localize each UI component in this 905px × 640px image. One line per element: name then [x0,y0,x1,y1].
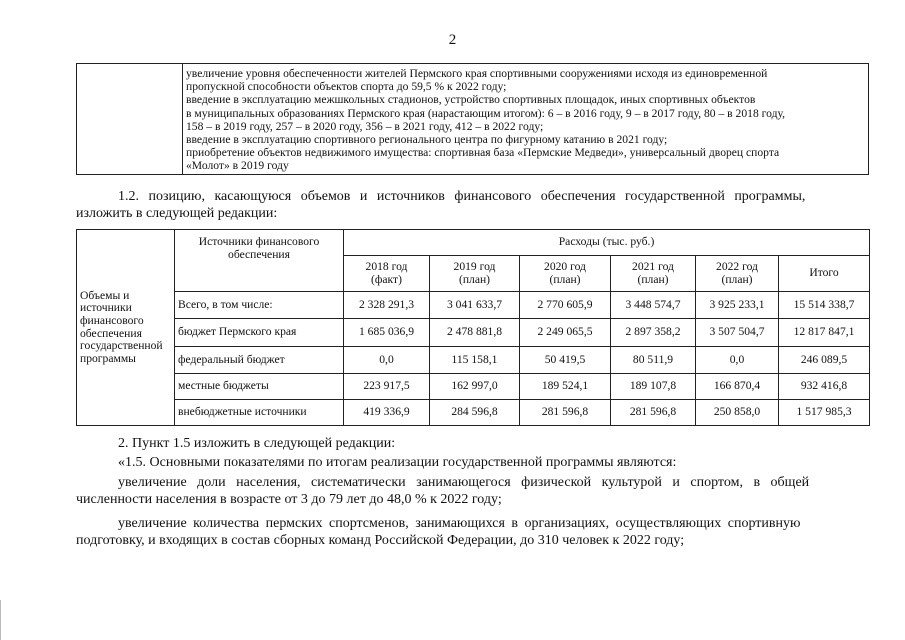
page-number: 2 [448,32,457,48]
source-label: Всего, в том числе: [175,292,344,319]
paragraph-2: 2. Пункт 1.5 изложить в следующей редакции: [118,436,396,451]
year-header-2021: 2021 год (план) [611,256,696,292]
value-cell: 166 870,4 [696,374,779,400]
targets-line: введение в эксплуатацию межшкольных стадионов, устройство спортивных площадок, иных спортивных объектов [186,93,756,107]
value-cell: 0,0 [696,347,779,374]
value-cell: 2 478 881,8 [430,319,520,347]
scan-edge-mark [0,600,1,640]
finance-row-header: Объемы и источники финансового обеспечения государственной программы [77,230,175,426]
indicator-2-line-2: подготовку, и входящих в состав сборных команд Российской Федерации, до 310 человек к 2022 году; [76,533,685,548]
value-cell: 3 925 233,1 [696,292,779,319]
targets-line: введение в эксплуатацию спортивного регионального центра по фигурному катанию в 2021 году; [186,133,668,147]
table-row [77,319,870,347]
value-cell: 50 419,5 [520,347,611,374]
indicator-1-line-2: численности населения в возрасте от 3 до 79 лет до 48,0 % к 2022 году; [76,492,502,507]
year-header-2019: 2019 год (план) [430,256,520,292]
value-cell: 2 770 605,9 [520,292,611,319]
targets-cell [183,64,869,175]
value-cell: 189 524,1 [520,374,611,400]
value-cell: 3 041 633,7 [430,292,520,319]
targets-line: «Молот» в 2019 году [186,159,289,173]
targets-line: в муниципальных образованиях Пермского края (нарастающим итогом): 6 – в 2016 году, 9 – в 2017 году, 80 – в 2018 году, [186,106,786,120]
value-cell: 15 514 338,7 [779,292,870,319]
year-header-2018: 2018 год (факт) [344,256,430,292]
program-targets-table [76,63,869,175]
value-cell: 115 158,1 [430,347,520,374]
indicator-1-line-1: увеличение доли населения, систематически занимающегося физической культурой и спортом, в общей [118,475,810,490]
targets-line: пропускной способности объектов спорта до 59,5 % к 2022 году; [186,80,507,94]
year-header-2022: 2022 год (план) [696,256,779,292]
targets-line: 158 – в 2019 году, 257 – в 2020 году, 356 – в 2021 году, 412 – в 2022 году; [186,119,544,133]
value-cell: 3 507 504,7 [696,319,779,347]
table-row [77,347,870,374]
value-cell: 1 517 985,3 [779,400,870,426]
paragraph-1-2-line-1: 1.2. позицию, касающуюся объемов и источников финансового обеспечения государственной программы, [118,189,806,204]
total-header: Итого [779,256,870,292]
table-row [77,400,870,426]
value-cell: 281 596,8 [611,400,696,426]
source-label: внебюджетные источники [175,400,344,426]
value-cell: 2 249 065,5 [520,319,611,347]
expenses-header: Расходы (тыс. руб.) [344,230,870,256]
value-cell: 12 817 847,1 [779,319,870,347]
value-cell: 80 511,9 [611,347,696,374]
value-cell: 1 685 036,9 [344,319,430,347]
source-label: федеральный бюджет [175,347,344,374]
value-cell: 932 416,8 [779,374,870,400]
value-cell: 162 997,0 [430,374,520,400]
source-label: местные бюджеты [175,374,344,400]
targets-line: увеличение уровня обеспеченности жителей Пермского края спортивными сооружениями исходя из единовременной [186,67,768,80]
value-cell: 189 107,8 [611,374,696,400]
value-cell: 250 858,0 [696,400,779,426]
value-cell: 419 336,9 [344,400,430,426]
empty-label-cell [77,64,183,175]
source-label: бюджет Пермского края [175,319,344,347]
table-row [77,292,870,319]
paragraph-1-2-line-2: изложить в следующей редакции: [76,206,278,221]
value-cell: 281 596,8 [520,400,611,426]
value-cell: 3 448 574,7 [611,292,696,319]
paragraph-1-5-intro: «1.5. Основными показателями по итогам реализации государственной программы являются: [118,455,677,470]
value-cell: 0,0 [344,347,430,374]
value-cell: 2 328 291,3 [344,292,430,319]
finance-table [76,229,870,426]
sources-header: Источники финансового обеспечения [175,230,344,292]
value-cell: 223 917,5 [344,374,430,400]
value-cell: 2 897 358,2 [611,319,696,347]
year-header-2020: 2020 год (план) [520,256,611,292]
targets-line: приобретение объектов недвижимого имущества: спортивная база «Пермские Медведи», универсальный дворец спорта [186,146,780,160]
table-row [77,374,870,400]
value-cell: 246 089,5 [779,347,870,374]
value-cell: 284 596,8 [430,400,520,426]
indicator-2-line-1: увеличение количества пермских спортсменов, занимающихся в организациях, осуществляющих спортивную [118,516,801,531]
